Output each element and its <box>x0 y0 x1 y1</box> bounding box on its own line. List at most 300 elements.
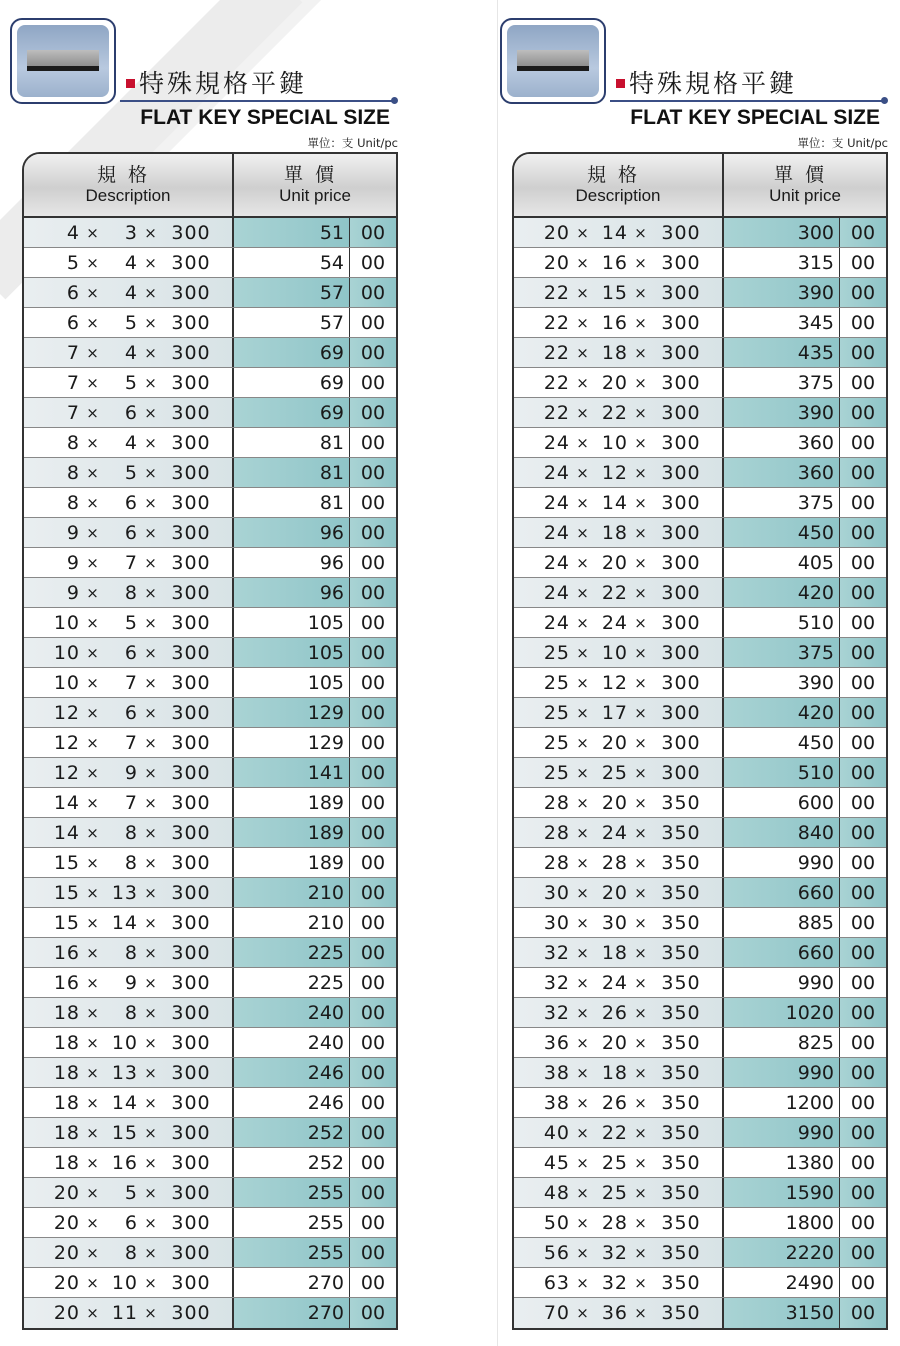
table-row <box>24 518 396 548</box>
height-value: 11 <box>111 1302 138 1324</box>
height-value: 8 <box>124 1241 138 1264</box>
times-sign: × <box>144 1183 158 1202</box>
width-value: 25 <box>543 731 570 754</box>
times-sign: × <box>576 913 590 932</box>
width-value: 38 <box>543 1061 570 1084</box>
price-integer: 189 <box>234 848 350 877</box>
times-sign: × <box>576 703 590 722</box>
times-sign: × <box>576 493 590 512</box>
price-cents: 00 <box>350 788 396 817</box>
price-cents: 00 <box>840 608 886 637</box>
price-integer: 96 <box>234 578 350 607</box>
times-sign: × <box>634 1003 648 1022</box>
size-cell <box>514 758 724 787</box>
size-cell <box>514 548 724 577</box>
length-value: 300 <box>171 611 211 634</box>
unit-note: 單位：支 Unit/pc <box>307 136 398 150</box>
size-cell <box>514 668 724 697</box>
size-cell <box>514 1268 724 1297</box>
width-value: 48 <box>543 1181 570 1204</box>
length-value: 300 <box>171 1181 211 1204</box>
price-integer: 96 <box>234 548 350 577</box>
price-integer: 81 <box>234 428 350 457</box>
width-value: 18 <box>53 1001 80 1024</box>
price-integer: 885 <box>724 908 840 937</box>
length-value: 300 <box>171 1302 211 1324</box>
length-value: 350 <box>661 1211 701 1234</box>
times-sign: × <box>144 703 158 722</box>
price-cents: 00 <box>350 728 396 757</box>
size-cell <box>24 878 234 907</box>
table-row <box>514 1208 886 1238</box>
height-value: 17 <box>601 701 628 724</box>
times-sign: × <box>634 1033 648 1052</box>
times-sign: × <box>576 343 590 362</box>
times-sign: × <box>634 1123 648 1142</box>
length-value: 300 <box>171 1031 211 1054</box>
height-value: 3 <box>124 221 138 244</box>
times-sign: × <box>144 223 158 242</box>
height-value: 15 <box>111 1121 138 1144</box>
times-sign: × <box>634 523 648 542</box>
table-body <box>514 218 886 1328</box>
times-sign: × <box>144 1273 158 1292</box>
size-cell <box>514 1238 724 1267</box>
length-value: 300 <box>171 521 211 544</box>
length-value: 300 <box>661 401 701 424</box>
times-sign: × <box>634 463 648 482</box>
times-sign: × <box>144 613 158 632</box>
size-cell <box>514 878 724 907</box>
price-integer: 420 <box>724 578 840 607</box>
height-value: 8 <box>124 581 138 604</box>
width-value: 22 <box>543 341 570 364</box>
table-row <box>24 668 396 698</box>
times-sign: × <box>634 883 648 902</box>
price-integer: 375 <box>724 488 840 517</box>
price-cents: 00 <box>840 1028 886 1057</box>
times-sign: × <box>576 253 590 272</box>
table-row <box>24 818 396 848</box>
times-sign: × <box>86 1213 100 1232</box>
price-integer: 990 <box>724 848 840 877</box>
width-value: 18 <box>53 1031 80 1054</box>
width-value: 22 <box>543 371 570 394</box>
times-sign: × <box>634 913 648 932</box>
times-sign: × <box>86 343 100 362</box>
price-cents: 00 <box>840 998 886 1027</box>
width-value: 22 <box>543 401 570 424</box>
price-cents: 00 <box>350 1028 396 1057</box>
price-cents: 00 <box>350 458 396 487</box>
price-cents: 00 <box>840 638 886 667</box>
times-sign: × <box>576 313 590 332</box>
length-value: 300 <box>661 551 701 574</box>
table-row <box>24 578 396 608</box>
right-panel <box>500 0 900 1346</box>
price-cents: 00 <box>350 518 396 547</box>
title-underline-dot <box>881 97 888 104</box>
price-cents: 00 <box>840 788 886 817</box>
length-value: 300 <box>661 521 701 544</box>
times-sign: × <box>144 943 158 962</box>
price-cents: 00 <box>840 458 886 487</box>
table-row <box>24 458 396 488</box>
price-cents: 00 <box>840 1238 886 1267</box>
price-integer: 69 <box>234 398 350 427</box>
times-sign: × <box>144 433 158 452</box>
table-row <box>514 998 886 1028</box>
price-integer: 105 <box>234 608 350 637</box>
times-sign: × <box>576 943 590 962</box>
size-cell <box>514 428 724 457</box>
times-sign: × <box>86 313 100 332</box>
times-sign: × <box>634 373 648 392</box>
height-value: 20 <box>601 1031 628 1054</box>
times-sign: × <box>634 1063 648 1082</box>
width-value: 38 <box>543 1091 570 1114</box>
price-integer: 255 <box>234 1178 350 1207</box>
height-value: 4 <box>124 251 138 274</box>
times-sign: × <box>144 463 158 482</box>
price-integer: 105 <box>234 638 350 667</box>
length-value: 350 <box>661 1241 701 1264</box>
times-sign: × <box>144 1003 158 1022</box>
width-value: 6 <box>66 281 80 304</box>
times-sign: × <box>86 493 100 512</box>
times-sign: × <box>576 733 590 752</box>
left-panel <box>10 0 410 1346</box>
price-cents: 00 <box>350 878 396 907</box>
price-integer: 600 <box>724 788 840 817</box>
length-value: 300 <box>171 821 211 844</box>
length-value: 300 <box>661 251 701 274</box>
title-chinese: 特殊規格平鍵 <box>616 68 797 100</box>
times-sign: × <box>86 463 100 482</box>
price-integer: 1380 <box>724 1148 840 1177</box>
size-cell <box>24 218 234 247</box>
height-value: 9 <box>124 971 138 994</box>
table-row <box>514 788 886 818</box>
times-sign: × <box>86 403 100 422</box>
table-row <box>24 1298 396 1328</box>
price-integer: 1020 <box>724 998 840 1027</box>
price-cents: 00 <box>840 878 886 907</box>
table-row <box>24 398 396 428</box>
times-sign: × <box>144 313 158 332</box>
times-sign: × <box>576 1304 590 1322</box>
length-value: 300 <box>661 611 701 634</box>
size-cell <box>24 1298 234 1328</box>
table-row <box>514 548 886 578</box>
width-value: 28 <box>543 851 570 874</box>
table-row <box>514 368 886 398</box>
size-cell <box>514 308 724 337</box>
price-cents: 00 <box>840 938 886 967</box>
height-value: 32 <box>601 1271 628 1294</box>
page-divider <box>497 0 498 1346</box>
length-value: 300 <box>171 701 211 724</box>
times-sign: × <box>634 253 648 272</box>
times-sign: × <box>86 373 100 392</box>
size-cell <box>24 968 234 997</box>
times-sign: × <box>86 433 100 452</box>
height-value: 24 <box>601 971 628 994</box>
size-cell <box>24 488 234 517</box>
width-value: 20 <box>543 251 570 274</box>
length-value: 300 <box>171 761 211 784</box>
size-cell <box>514 968 724 997</box>
size-cell <box>514 608 724 637</box>
price-integer: 510 <box>724 608 840 637</box>
times-sign: × <box>634 1153 648 1172</box>
price-integer: 660 <box>724 938 840 967</box>
size-cell <box>24 1268 234 1297</box>
length-value: 300 <box>171 1001 211 1024</box>
size-cell <box>514 278 724 307</box>
table-row <box>24 728 396 758</box>
width-value: 5 <box>66 251 80 274</box>
height-value: 8 <box>124 821 138 844</box>
times-sign: × <box>576 973 590 992</box>
times-sign: × <box>576 283 590 302</box>
table-row <box>514 968 886 998</box>
price-integer: 420 <box>724 698 840 727</box>
size-cell <box>24 1238 234 1267</box>
width-value: 10 <box>53 671 80 694</box>
price-integer: 660 <box>724 878 840 907</box>
height-value: 4 <box>124 341 138 364</box>
times-sign: × <box>576 1123 590 1142</box>
size-cell <box>24 788 234 817</box>
table-row <box>24 908 396 938</box>
times-sign: × <box>576 853 590 872</box>
price-integer: 141 <box>234 758 350 787</box>
table-row <box>24 1208 396 1238</box>
price-cents: 00 <box>840 968 886 997</box>
times-sign: × <box>576 1153 590 1172</box>
price-cents: 00 <box>840 248 886 277</box>
price-cents: 00 <box>350 1208 396 1237</box>
length-value: 300 <box>661 221 701 244</box>
width-value: 16 <box>53 971 80 994</box>
length-value: 300 <box>171 641 211 664</box>
table-row <box>24 248 396 278</box>
size-cell <box>24 998 234 1027</box>
size-cell <box>514 1088 724 1117</box>
price-integer: 270 <box>234 1298 350 1328</box>
times-sign: × <box>634 643 648 662</box>
size-cell <box>514 518 724 547</box>
price-integer: 825 <box>724 1028 840 1057</box>
table-row <box>24 1058 396 1088</box>
times-sign: × <box>634 343 648 362</box>
times-sign: × <box>144 733 158 752</box>
table-row <box>514 1058 886 1088</box>
price-integer: 57 <box>234 308 350 337</box>
width-value: 32 <box>543 1001 570 1024</box>
height-value: 16 <box>601 251 628 274</box>
size-cell <box>24 1058 234 1087</box>
times-sign: × <box>144 1213 158 1232</box>
times-sign: × <box>576 1033 590 1052</box>
price-cents: 00 <box>840 488 886 517</box>
length-value: 300 <box>171 461 211 484</box>
size-cell <box>514 1028 724 1057</box>
size-cell <box>514 398 724 427</box>
height-value: 9 <box>124 761 138 784</box>
height-value: 16 <box>111 1151 138 1174</box>
width-value: 8 <box>66 461 80 484</box>
price-cents: 00 <box>840 1298 886 1328</box>
size-cell <box>24 638 234 667</box>
height-value: 8 <box>124 1001 138 1024</box>
length-value: 300 <box>661 461 701 484</box>
times-sign: × <box>634 223 648 242</box>
size-cell <box>514 1178 724 1207</box>
price-integer: 990 <box>724 1118 840 1147</box>
width-value: 30 <box>543 911 570 934</box>
height-value: 30 <box>601 911 628 934</box>
width-value: 24 <box>543 581 570 604</box>
width-value: 20 <box>53 1302 80 1324</box>
height-value: 7 <box>124 791 138 814</box>
table-row <box>514 758 886 788</box>
size-cell <box>24 1178 234 1207</box>
size-cell <box>24 308 234 337</box>
price-integer: 189 <box>234 818 350 847</box>
length-value: 300 <box>661 641 701 664</box>
table-row <box>514 458 886 488</box>
size-cell <box>24 608 234 637</box>
price-integer: 81 <box>234 458 350 487</box>
height-value: 8 <box>124 941 138 964</box>
price-integer: 840 <box>724 818 840 847</box>
times-sign: × <box>144 553 158 572</box>
times-sign: × <box>86 763 100 782</box>
height-value: 24 <box>601 821 628 844</box>
times-sign: × <box>86 1304 100 1322</box>
times-sign: × <box>576 1213 590 1232</box>
height-value: 32 <box>601 1241 628 1264</box>
length-value: 350 <box>661 881 701 904</box>
height-value: 6 <box>124 1211 138 1234</box>
length-value: 300 <box>661 671 701 694</box>
price-cents: 00 <box>350 1178 396 1207</box>
price-cents: 00 <box>350 398 396 427</box>
height-value: 6 <box>124 701 138 724</box>
times-sign: × <box>86 883 100 902</box>
price-cents: 00 <box>840 818 886 847</box>
price-cents: 00 <box>350 1298 396 1328</box>
width-value: 25 <box>543 701 570 724</box>
price-integer: 54 <box>234 248 350 277</box>
price-cents: 00 <box>840 428 886 457</box>
width-value: 28 <box>543 821 570 844</box>
price-integer: 225 <box>234 968 350 997</box>
width-value: 25 <box>543 671 570 694</box>
price-cents: 00 <box>350 848 396 877</box>
price-table-left <box>22 152 398 1330</box>
size-cell <box>24 848 234 877</box>
length-value: 350 <box>661 1031 701 1054</box>
size-cell <box>514 578 724 607</box>
times-sign: × <box>144 793 158 812</box>
times-sign: × <box>144 883 158 902</box>
height-value: 4 <box>124 281 138 304</box>
length-value: 300 <box>171 1091 211 1114</box>
table-row <box>514 908 886 938</box>
price-integer: 252 <box>234 1148 350 1177</box>
width-value: 24 <box>543 611 570 634</box>
height-value: 14 <box>111 911 138 934</box>
price-cents: 00 <box>840 1148 886 1177</box>
table-row <box>24 968 396 998</box>
price-integer: 240 <box>234 1028 350 1057</box>
times-sign: × <box>144 1304 158 1322</box>
size-cell <box>24 428 234 457</box>
times-sign: × <box>144 1063 158 1082</box>
width-value: 7 <box>66 371 80 394</box>
times-sign: × <box>634 793 648 812</box>
times-sign: × <box>634 673 648 692</box>
size-cell <box>514 908 724 937</box>
price-integer: 210 <box>234 878 350 907</box>
price-cents: 00 <box>350 638 396 667</box>
table-row <box>24 788 396 818</box>
price-integer: 1800 <box>724 1208 840 1237</box>
price-cents: 00 <box>350 1268 396 1297</box>
times-sign: × <box>86 1093 100 1112</box>
width-value: 20 <box>53 1211 80 1234</box>
title-chinese: 特殊規格平鍵 <box>126 68 307 100</box>
height-value: 5 <box>124 311 138 334</box>
length-value: 300 <box>661 731 701 754</box>
height-value: 6 <box>124 491 138 514</box>
table-row <box>514 278 886 308</box>
price-cents: 00 <box>840 758 886 787</box>
times-sign: × <box>144 1033 158 1052</box>
price-cents: 00 <box>350 668 396 697</box>
table-row <box>24 848 396 878</box>
price-integer: 990 <box>724 968 840 997</box>
price-integer: 246 <box>234 1058 350 1087</box>
height-value: 20 <box>601 731 628 754</box>
times-sign: × <box>86 583 100 602</box>
times-sign: × <box>634 973 648 992</box>
table-row <box>514 1118 886 1148</box>
table-row <box>24 488 396 518</box>
header-unit-price: 單價 Unit price <box>724 154 886 216</box>
times-sign: × <box>144 343 158 362</box>
times-sign: × <box>576 643 590 662</box>
size-cell <box>24 248 234 277</box>
times-sign: × <box>634 403 648 422</box>
price-integer: 210 <box>234 908 350 937</box>
price-integer: 189 <box>234 788 350 817</box>
length-value: 300 <box>171 311 211 334</box>
width-value: 22 <box>543 281 570 304</box>
width-value: 18 <box>53 1121 80 1144</box>
table-row <box>514 608 886 638</box>
table-row <box>514 668 886 698</box>
length-value: 300 <box>171 1061 211 1084</box>
length-value: 300 <box>171 671 211 694</box>
price-cents: 00 <box>840 1178 886 1207</box>
times-sign: × <box>144 913 158 932</box>
times-sign: × <box>634 433 648 452</box>
width-value: 15 <box>53 881 80 904</box>
